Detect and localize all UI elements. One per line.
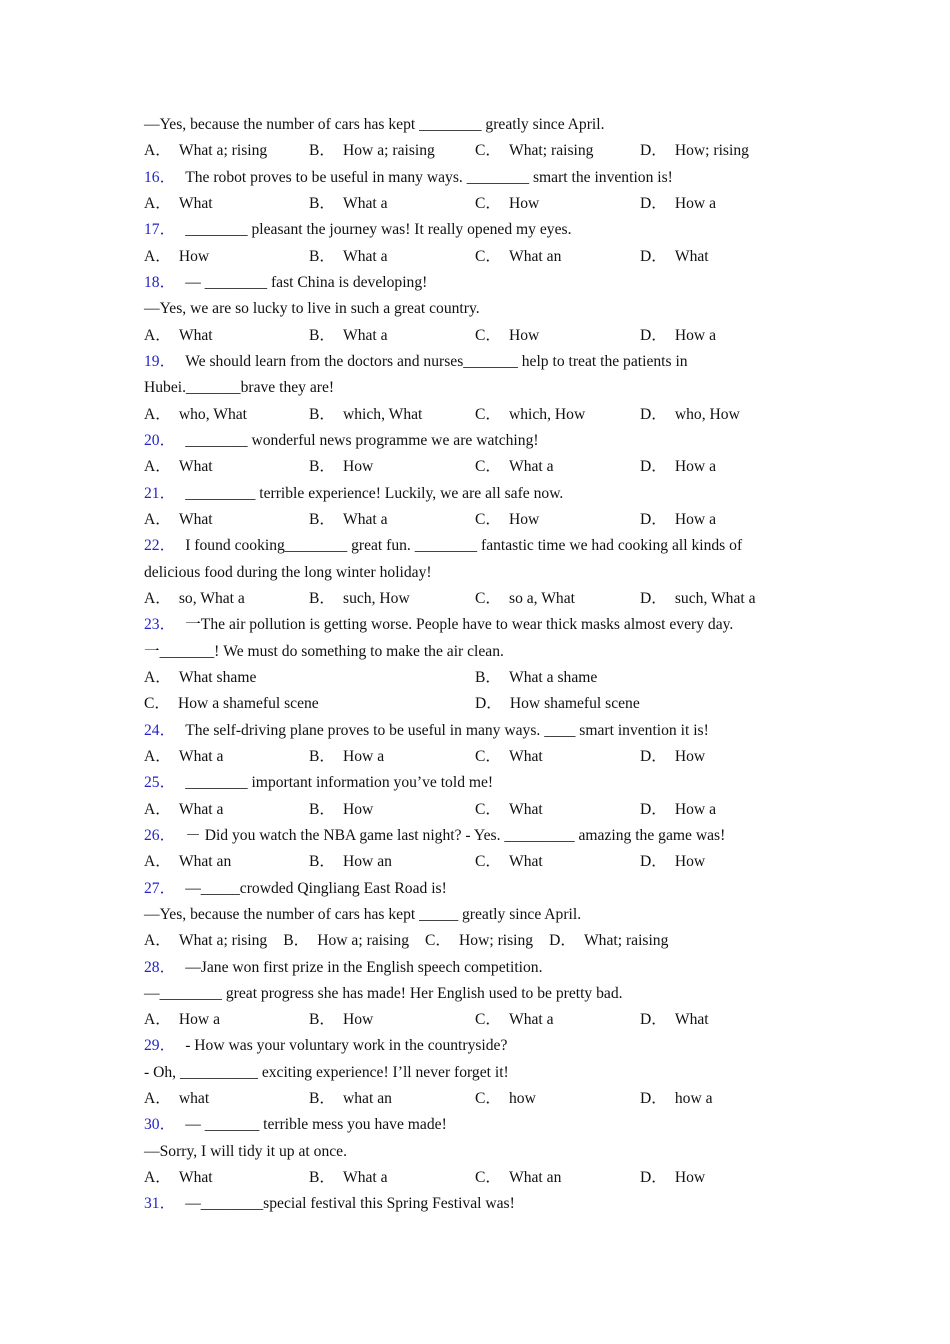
option-label: A． — [144, 142, 171, 160]
option-text: How — [343, 800, 374, 818]
option — [309, 244, 388, 270]
option — [144, 138, 267, 164]
option-text: What an — [178, 853, 232, 871]
text-line — [144, 1139, 804, 1165]
option-text: How a — [178, 1011, 220, 1029]
options-row — [144, 244, 804, 270]
question-text: —________special festival this Spring Festival was! — [185, 1195, 515, 1213]
option-label: A． — [144, 1169, 171, 1187]
option-text: What — [509, 747, 543, 765]
question-line — [144, 349, 804, 375]
option-label: C． — [475, 326, 501, 344]
question-number: 20． — [144, 431, 176, 449]
option-text: How an — [343, 853, 392, 871]
question-text: delicious food during the long winter holiday! — [144, 563, 432, 581]
question-line — [144, 718, 804, 744]
question-text: We should learn from the doctors and nurses_______ help to treat the patients in — [185, 352, 688, 370]
option-label: D． — [640, 1090, 667, 1108]
text-line — [144, 1060, 804, 1086]
question-text: —Jane won first prize in the English speech competition. — [185, 958, 543, 976]
text-line — [144, 902, 804, 928]
option-text: What a — [178, 800, 224, 818]
option — [144, 1086, 209, 1112]
option-label: D． — [640, 800, 667, 818]
question-text: ________ important information you’ve told me! — [185, 774, 494, 792]
options-row — [144, 744, 804, 770]
option — [475, 665, 597, 691]
option-label: C． — [475, 510, 501, 528]
question-text: —Yes, because the number of cars has kept ________ greatly since April. — [144, 116, 605, 133]
option-text: How a — [674, 800, 716, 818]
option-label: B． — [309, 458, 335, 476]
option — [475, 691, 640, 717]
option — [144, 191, 213, 217]
option — [144, 402, 247, 428]
question-number: 19． — [144, 352, 176, 370]
option-label: B． — [309, 247, 335, 265]
options-row — [144, 928, 804, 954]
options-row — [144, 402, 804, 428]
question-number: 30． — [144, 1116, 176, 1134]
option-label: D． — [549, 932, 576, 950]
option-text: such, How — [343, 589, 410, 607]
option-text: What — [178, 326, 213, 344]
option-label: C． — [475, 747, 501, 765]
option-text: How a — [674, 326, 716, 344]
option-text: so a, What — [509, 589, 575, 607]
question-text: The robot proves to be useful in many ways. ________ smart the invention is! — [185, 168, 673, 186]
option-label: A． — [144, 747, 171, 765]
option-text: How — [343, 458, 374, 476]
question-text: ________ wonderful news programme we are watching! — [185, 431, 539, 449]
option-text: How — [509, 194, 540, 212]
option-label: B． — [309, 1090, 335, 1108]
options-row — [144, 586, 804, 612]
question-text: Hubei._______brave they are! — [144, 379, 335, 397]
text-line — [144, 560, 804, 586]
option-text: What — [178, 458, 213, 476]
option-label: D． — [640, 194, 667, 212]
option-text: What — [178, 194, 213, 212]
option-label: C． — [475, 458, 501, 476]
option — [144, 691, 319, 717]
options-row — [144, 191, 804, 217]
question-line — [144, 1033, 804, 1059]
option — [640, 454, 716, 480]
option — [309, 454, 373, 480]
option-text: How — [178, 247, 210, 265]
option-text: so, What a — [178, 589, 245, 607]
option — [475, 191, 539, 217]
option-label: A． — [144, 1090, 171, 1108]
option-text: What a — [343, 510, 388, 528]
option-label: D． — [640, 326, 667, 344]
option — [640, 138, 749, 164]
option-text: What a — [343, 1169, 388, 1187]
option-text: how — [509, 1090, 536, 1108]
option — [309, 323, 388, 349]
option-label: C． — [475, 853, 501, 871]
option — [144, 323, 213, 349]
option — [309, 586, 410, 612]
option-label: C． — [475, 1011, 501, 1029]
option — [475, 744, 543, 770]
option-text: who, What — [178, 405, 247, 423]
question-text: － Did you watch the NBA game last night? - Yes. _________ amazing the game was! — [185, 826, 726, 844]
option — [144, 586, 245, 612]
option-text: what an — [343, 1090, 392, 1108]
options-row — [144, 138, 804, 164]
option-label: A． — [144, 458, 171, 476]
option-text: What a — [343, 326, 388, 344]
option — [475, 849, 543, 875]
question-line — [144, 428, 804, 454]
question-line — [144, 533, 804, 559]
question-line — [144, 1191, 804, 1217]
option — [640, 1165, 705, 1191]
option-text: What a — [178, 747, 224, 765]
question-text: —_____crowded Qingliang East Road is! — [185, 879, 447, 897]
option-text: How a — [343, 747, 385, 765]
option-text: How a — [674, 510, 716, 528]
option — [475, 323, 539, 349]
option-text: what — [178, 1090, 210, 1108]
option-text: What — [674, 1011, 709, 1029]
option-text: What an — [509, 247, 562, 265]
option — [475, 1007, 554, 1033]
question-text: 一_______! We must do something to make the air clean. — [144, 642, 504, 660]
option — [144, 797, 223, 823]
question-text: The self-driving plane proves to be useful in many ways. ____ smart invention it is! — [185, 721, 709, 739]
option-label: B． — [309, 589, 335, 607]
option-text: What a — [343, 247, 388, 265]
option-label: B． — [475, 668, 501, 686]
option-text: How a; raising — [317, 932, 410, 950]
option-label: B． — [309, 510, 335, 528]
option-text: What — [509, 853, 543, 871]
text-line — [144, 112, 804, 138]
option-label: A． — [144, 589, 171, 607]
question-text: I found cooking________ great fun. ________ fantastic time we had cooking all kinds of — [185, 537, 743, 555]
option-label: A． — [144, 510, 171, 528]
question-text: - Oh, __________ exciting experience! I’ll never forget it! — [144, 1063, 509, 1081]
option-text: What a — [509, 458, 554, 476]
option-text: which, How — [509, 405, 586, 423]
question-number: 21． — [144, 484, 176, 502]
option-text: How — [674, 747, 706, 765]
option-label: B． — [309, 194, 335, 212]
option-text: How — [674, 853, 706, 871]
options-row — [144, 665, 804, 691]
option-label: A． — [144, 326, 171, 344]
question-text: — _______ terrible mess you have made! — [185, 1116, 447, 1134]
option — [144, 665, 256, 691]
option-text: How — [674, 1169, 706, 1187]
option — [475, 507, 539, 533]
option — [144, 244, 209, 270]
question-number: 18． — [144, 273, 176, 291]
option — [309, 402, 422, 428]
option-label: C． — [475, 1169, 501, 1187]
option — [640, 797, 716, 823]
question-text: - How was your voluntary work in the countryside? — [185, 1037, 508, 1055]
option-label: D． — [475, 695, 502, 713]
question-line — [144, 165, 804, 191]
question-text: —Yes, we are so lucky to live in such a great country. — [144, 300, 480, 318]
option — [475, 1165, 561, 1191]
option-label: A． — [144, 932, 171, 950]
question-text: —Yes, because the number of cars has kept _____ greatly since April. — [144, 905, 582, 923]
option — [144, 744, 223, 770]
option-label: D． — [640, 142, 667, 160]
option-label: C． — [475, 194, 501, 212]
option-label: B． — [283, 932, 310, 950]
option-label: B． — [309, 142, 335, 160]
option-label: C． — [475, 142, 501, 160]
text-line — [144, 639, 804, 665]
question-number: 28． — [144, 958, 176, 976]
question-text: _________ terrible experience! Luckily, we are all safe now. — [185, 484, 564, 502]
option-label: C． — [475, 405, 501, 423]
option-text: What a shame — [509, 668, 598, 686]
option — [475, 138, 593, 164]
option-label: A． — [144, 194, 171, 212]
option-label: D． — [640, 589, 667, 607]
option-label: D． — [640, 510, 667, 528]
question-number: 17． — [144, 221, 176, 239]
option — [475, 797, 543, 823]
option-text: How — [509, 510, 540, 528]
option — [309, 138, 435, 164]
option-label: C． — [475, 1090, 501, 1108]
option-text: What a — [343, 194, 388, 212]
option-text: how a — [674, 1090, 713, 1108]
question-text: —Sorry, I will tidy it up at once. — [144, 1142, 347, 1160]
option-label: A． — [144, 405, 171, 423]
option-label: B． — [309, 747, 335, 765]
options-row — [144, 1165, 804, 1191]
option — [144, 932, 267, 949]
option — [640, 402, 740, 428]
option-text: How a — [674, 194, 716, 212]
option-label: D． — [640, 1011, 667, 1029]
question-text: 一The air pollution is getting worse. People have to wear thick masks almost every day. — [185, 616, 734, 634]
option — [144, 849, 231, 875]
exercise-document — [144, 112, 804, 1218]
question-line — [144, 955, 804, 981]
option — [640, 849, 705, 875]
question-text: —________ great progress she has made! Her English used to be pretty bad. — [144, 984, 623, 1002]
option — [309, 191, 388, 217]
text-line — [144, 296, 804, 322]
option-label: C． — [425, 932, 452, 950]
option-text: How shameful scene — [509, 695, 640, 713]
question-text: — ________ fast China is developing! — [185, 273, 428, 291]
option-label: B． — [309, 405, 335, 423]
option-label: B． — [309, 853, 335, 871]
option-label: C． — [475, 247, 501, 265]
option — [475, 402, 585, 428]
option-text: What; raising — [509, 142, 594, 160]
option — [475, 454, 554, 480]
question-line — [144, 1112, 804, 1138]
question-number: 26． — [144, 826, 176, 844]
option-label: A． — [144, 668, 171, 686]
option-label: A． — [144, 853, 171, 871]
text-line — [144, 375, 804, 401]
options-row — [144, 1086, 804, 1112]
option-text: How a; raising — [343, 142, 435, 160]
option — [309, 1165, 388, 1191]
option — [475, 1086, 536, 1112]
option-text: What a; rising — [178, 932, 268, 950]
option-text: What a; rising — [178, 142, 268, 160]
question-line — [144, 481, 804, 507]
option-label: D． — [640, 247, 667, 265]
option — [549, 932, 668, 949]
option-label: B． — [309, 1169, 335, 1187]
question-text: ________ pleasant the journey was! It really opened my eyes. — [185, 221, 572, 239]
option — [309, 1086, 392, 1112]
option — [425, 932, 533, 949]
option-label: A． — [144, 800, 171, 818]
question-number: 29． — [144, 1037, 176, 1055]
option-label: B． — [309, 326, 335, 344]
option — [144, 507, 213, 533]
option — [640, 323, 716, 349]
question-line — [144, 876, 804, 902]
option-label: B． — [309, 800, 335, 818]
option-text: What — [509, 800, 543, 818]
option-text: How; rising — [674, 142, 749, 160]
question-number: 22． — [144, 537, 176, 555]
option-text: What — [674, 247, 709, 265]
option-label: C． — [144, 695, 170, 713]
option-label: A． — [144, 247, 171, 265]
option — [475, 586, 575, 612]
option — [309, 744, 384, 770]
option — [309, 1007, 373, 1033]
option-label: D． — [640, 458, 667, 476]
option-text: How a shameful scene — [178, 695, 319, 713]
options-row — [144, 849, 804, 875]
option-text: which, What — [343, 405, 423, 423]
options-row — [144, 797, 804, 823]
question-line — [144, 270, 804, 296]
question-number: 24． — [144, 721, 176, 739]
option — [144, 1165, 213, 1191]
option-label: C． — [475, 589, 501, 607]
option-text: who, How — [674, 405, 740, 423]
question-number: 25． — [144, 774, 176, 792]
option-text: What; raising — [583, 932, 669, 950]
option-label: D． — [640, 405, 667, 423]
option-label: D． — [640, 747, 667, 765]
option-text: How a — [674, 458, 716, 476]
question-line — [144, 770, 804, 796]
option-text: What — [178, 510, 213, 528]
question-number: 27． — [144, 879, 176, 897]
question-number: 16． — [144, 168, 176, 186]
option — [283, 932, 409, 949]
question-line — [144, 217, 804, 243]
options-row — [144, 1007, 804, 1033]
option — [640, 244, 709, 270]
options-row — [144, 323, 804, 349]
option — [309, 507, 388, 533]
option-label: D． — [640, 1169, 667, 1187]
option — [640, 1007, 709, 1033]
option — [640, 1086, 713, 1112]
question-line — [144, 612, 804, 638]
question-number: 31． — [144, 1195, 176, 1213]
options-row — [144, 691, 804, 717]
option — [640, 191, 716, 217]
option-label: C． — [475, 800, 501, 818]
option — [144, 454, 213, 480]
option — [640, 507, 716, 533]
option-text: What shame — [178, 668, 257, 686]
option — [309, 849, 392, 875]
option-text: What an — [509, 1169, 562, 1187]
option-label: D． — [640, 853, 667, 871]
option-text: How — [509, 326, 540, 344]
option-label: B． — [309, 1011, 335, 1029]
question-line — [144, 823, 804, 849]
option-label: A． — [144, 1011, 171, 1029]
option — [640, 744, 705, 770]
option-text: How — [343, 1011, 374, 1029]
options-row — [144, 507, 804, 533]
option — [309, 797, 373, 823]
option-text: What — [178, 1169, 213, 1187]
question-number: 23． — [144, 616, 176, 634]
options-row — [144, 454, 804, 480]
option-text: What a — [509, 1011, 554, 1029]
option — [640, 586, 756, 612]
option-text: How; rising — [459, 932, 534, 950]
option — [475, 244, 561, 270]
text-line — [144, 981, 804, 1007]
option-text: such, What a — [674, 589, 756, 607]
option — [144, 1007, 220, 1033]
